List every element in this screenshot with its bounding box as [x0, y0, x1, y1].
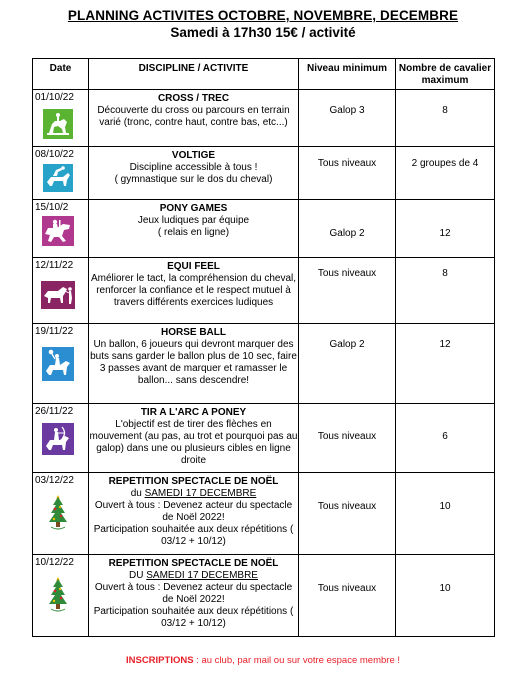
max-value: 2 groupes de 4: [411, 158, 479, 169]
discipline-cell: [89, 324, 299, 404]
level-cell: [299, 324, 396, 404]
level-value: Tous niveaux: [317, 158, 377, 169]
table-row: [33, 147, 495, 200]
row-date: 19/11/22: [35, 326, 74, 337]
level-cell: [299, 200, 396, 258]
header-discipline: DISCIPLINE / ACTIVITE: [89, 59, 299, 90]
discipline-name: HORSE BALL: [161, 327, 226, 338]
header-level: Niveau minimum: [299, 59, 396, 90]
table-row: [33, 404, 495, 473]
discipline-name: TIR A L'ARC A PONEY: [140, 407, 247, 418]
level-cell: [299, 258, 396, 324]
discipline-cell: [89, 404, 299, 473]
max-cell: [396, 258, 495, 324]
discipline-description: L'objectif est de tirer des flèches en mouvement (au pas, au trot et pourquoi pas au galop) dans une ou plusieurs cibles en ligne droite: [89, 419, 298, 466]
max-value: 8: [442, 105, 448, 116]
subtitle-date: SAMEDI 17 DECEMBRE: [146, 570, 258, 581]
christmas-tree-icon: [41, 580, 75, 610]
pony-games-icon: [41, 216, 75, 246]
header-max: Nombre de cavalier maximum: [396, 59, 495, 90]
page-title: PLANNING ACTIVITES OCTOBRE, NOVEMBRE, DECEMBRE: [67, 8, 459, 23]
date-cell: [33, 555, 89, 637]
row-date: 08/10/22: [35, 149, 74, 160]
max-value: 10: [439, 501, 451, 512]
level-cell: [299, 90, 396, 147]
discipline-name: CROSS / TREC: [157, 93, 230, 104]
cross-rider-icon: [41, 109, 75, 139]
header-row: [33, 59, 495, 90]
registration-footer: [0, 655, 526, 666]
discipline-description: Ouvert à tous : Devenez acteur du spectacle de Noël 2022! Participation souhaitée aux deux répétitions ( 03/12 + 10/12): [93, 500, 294, 547]
level-value: Tous niveaux: [317, 501, 377, 512]
row-date: 12/11/22: [35, 260, 74, 271]
discipline-cell: [89, 147, 299, 200]
header-date: Date: [33, 59, 89, 90]
max-value: 10: [439, 583, 451, 594]
max-cell: [396, 324, 495, 404]
subtitle-prefix: DU: [129, 570, 147, 581]
table-row: [33, 90, 495, 147]
subtitle-date: SAMEDI 17 DECEMBRE: [144, 488, 257, 499]
discipline-subtitle: [89, 488, 298, 500]
vaulting-icon: [41, 163, 75, 193]
max-cell: [396, 90, 495, 147]
footer-text: : au club, par mail ou sur votre espace membre !: [193, 655, 401, 666]
max-value: 12: [439, 228, 451, 239]
max-cell: [396, 555, 495, 637]
discipline-description: Améliorer le tact, la compréhension du cheval, renforcer la confiance et le respect mutuel à travers différents exercices ludiques: [90, 273, 297, 308]
discipline-description: Discipline accessible à tous ! ( gymnastique sur le dos du cheval): [114, 162, 273, 185]
row-date: 26/11/22: [35, 406, 74, 417]
discipline-cell: [89, 258, 299, 324]
level-value: Galop 2: [329, 339, 365, 350]
table-row: [33, 200, 495, 258]
discipline-name: REPETITION SPECTACLE DE NOËL: [108, 476, 279, 487]
level-cell: [299, 555, 396, 637]
discipline-name: VOLTIGE: [171, 150, 216, 161]
horse-ball-icon: [41, 349, 75, 379]
max-value: 6: [442, 431, 448, 442]
table-row: [33, 555, 495, 637]
date-cell: [33, 258, 89, 324]
max-cell: [396, 147, 495, 200]
archery-icon: [41, 424, 75, 454]
discipline-description: Découverte du cross ou parcours en terrain varié (tronc, contre haut, contre bas, etc...): [97, 105, 290, 128]
table-row: [33, 258, 495, 324]
level-value: Tous niveaux: [317, 268, 377, 279]
max-cell: [396, 473, 495, 555]
date-cell: [33, 90, 89, 147]
discipline-name: REPETITION SPECTACLE DE NOËL: [108, 558, 279, 569]
level-cell: [299, 473, 396, 555]
discipline-description: Jeux ludiques par équipe ( relais en ligne): [137, 215, 250, 238]
discipline-cell: [89, 90, 299, 147]
row-date: 01/10/22: [35, 92, 74, 103]
max-cell: [396, 404, 495, 473]
level-value: Tous niveaux: [317, 431, 377, 442]
date-cell: [33, 147, 89, 200]
max-cell: [396, 200, 495, 258]
level-value: Tous niveaux: [317, 583, 377, 594]
row-date: 10/12/22: [35, 557, 74, 568]
date-cell: [33, 324, 89, 404]
subtitle-prefix: du: [130, 488, 145, 499]
date-cell: [33, 404, 89, 473]
footer-label: INSCRIPTIONS: [125, 655, 194, 666]
level-cell: [299, 147, 396, 200]
level-value: Galop 3: [329, 105, 365, 116]
level-cell: [299, 404, 396, 473]
equifeel-icon: [41, 280, 75, 310]
discipline-subtitle: [89, 570, 298, 582]
date-cell: [33, 473, 89, 555]
discipline-description: Ouvert à tous : Devenez acteur du spectacle de Noël 2022! Participation souhaitée aux deux répétitions ( 03/12 + 10/12): [93, 582, 294, 629]
row-date: 03/12/22: [35, 475, 74, 486]
table-row: [33, 473, 495, 555]
discipline-description: Un ballon, 6 joueurs qui devront marquer des buts sans garder le ballon plus de 10 sec, faire 3 passes avant de marquer et ramasser le ballon... sans descendre!: [90, 339, 297, 386]
max-value: 8: [442, 268, 448, 279]
page-subtitle: Samedi à 17h30 15€ / activité: [170, 25, 356, 40]
discipline-cell: [89, 473, 299, 555]
level-value: Galop 2: [329, 228, 365, 239]
christmas-tree-icon: [41, 498, 75, 528]
discipline-cell: [89, 555, 299, 637]
row-date: 15/10/2: [35, 202, 69, 213]
date-cell: [33, 200, 89, 258]
discipline-cell: [89, 200, 299, 258]
discipline-name: PONY GAMES: [159, 203, 228, 214]
max-value: 12: [439, 339, 451, 350]
table-row: [33, 324, 495, 404]
planning-table: [32, 58, 495, 637]
discipline-name: EQUI FEEL: [167, 261, 220, 272]
